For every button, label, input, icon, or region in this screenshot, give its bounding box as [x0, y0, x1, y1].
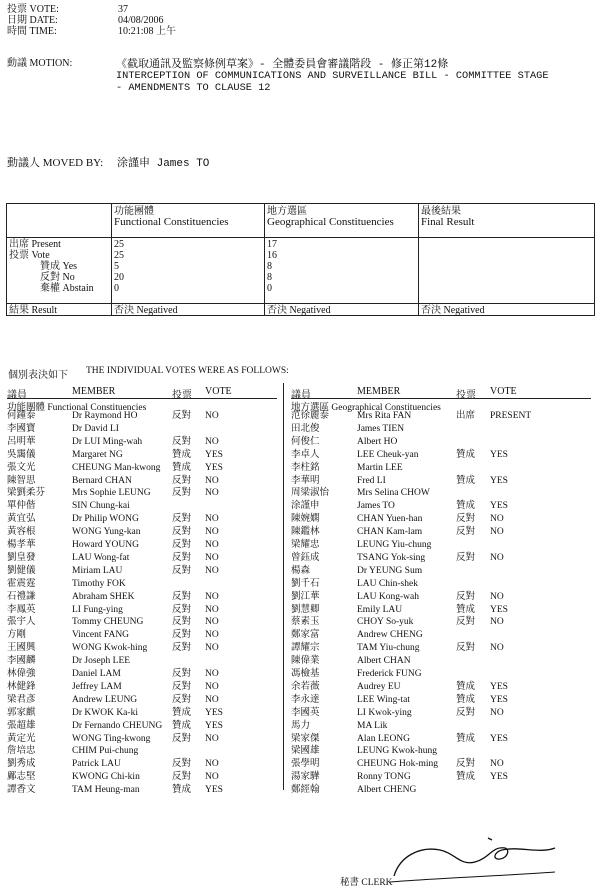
vote-summary-table	[6, 203, 595, 316]
gc-row-28-name-zh: 張學明	[291, 759, 320, 770]
fc-header-zh: 功能團體	[114, 206, 154, 217]
column-divider	[283, 383, 284, 790]
individual-heading-en: THE INDIVIDUAL VOTES WERE AS FOLLOWS:	[86, 366, 289, 376]
gc-row-21-name-zh: 馮檢基	[291, 669, 320, 679]
fc-row-17-name-en: Tommy CHEUNG	[72, 617, 144, 628]
col-vote-en-right: VOTE	[490, 386, 517, 397]
fc-row-4-name-zh: 吳靄儀	[7, 449, 36, 460]
date-label: 日期 DATE:	[7, 15, 58, 26]
gc-row-21-name-en: Frederick FUNG	[357, 669, 422, 679]
fc-row-24-vote-zh: 贊成	[172, 707, 192, 718]
gc-row-19-vote-en: NO	[490, 643, 504, 654]
fc-row-4-vote-zh: 贊成	[172, 449, 192, 460]
gc-row-3-name-zh: 何俊仁	[291, 436, 320, 447]
gc-row-26-name-en: Alan LEONG	[357, 733, 411, 744]
motion-subtitle: - AMENDMENTS TO CLAUSE 12	[116, 82, 271, 94]
col-vote-zh-left: 投票	[172, 390, 192, 401]
gc-row-4-name-zh: 李卓人	[291, 449, 320, 460]
time-label: 時間 TIME:	[7, 26, 57, 37]
summary-fc-abstain: 0	[114, 283, 119, 294]
gc-row-15-name-zh: 劉江華	[291, 591, 320, 602]
fc-row-8-name-zh: 單仲偕	[7, 501, 36, 512]
motion-title-en: INTERCEPTION OF COMMUNICATIONS AND SURVEILLANCE BILL - COMMITTEE STAGE	[116, 70, 549, 82]
fc-row-27-name-en: CHIM Pui-chung	[72, 746, 139, 757]
fc-row-29-vote-en: NO	[205, 772, 219, 783]
gc-row-19-name-zh: 譚耀宗	[291, 643, 320, 654]
vote-number-row	[7, 4, 128, 15]
fc-row-1-name-en: Dr Raymond HO	[72, 411, 138, 421]
gc-row-6-name-zh: 李華明	[291, 475, 320, 486]
fc-row-24-name-en: Dr KWOK Ka-ki	[72, 707, 138, 718]
gc-row-4-name-en: LEE Cheuk-yan	[357, 449, 419, 460]
fc-row-13-vote-en: NO	[205, 565, 219, 576]
fc-row-3-vote-en: NO	[205, 436, 219, 447]
fc-row-14-name-zh: 霍震霆	[7, 578, 36, 589]
mover-label: 動議人 MOVED BY:	[7, 157, 104, 169]
gc-row-29-name-en: Ronny TONG	[357, 772, 411, 783]
gc-row-26-vote-zh: 贊成	[456, 733, 476, 744]
fc-row-10-name-en: WONG Yung-kan	[72, 527, 141, 538]
gc-row-16-name-en: Emily LAU	[357, 604, 403, 615]
fc-row-20-name-en: Dr Joseph LEE	[72, 656, 131, 667]
fc-row-15-name-en: Abraham SHEK	[72, 591, 135, 602]
gc-row-1-vote-zh: 出席	[456, 411, 476, 421]
gc-row-18-name-en: Andrew CHENG	[357, 630, 423, 641]
gc-row-8-name-zh: 涂謹申	[291, 501, 320, 512]
gc-row-12-name-en: TSANG Yok-sing	[357, 552, 426, 563]
fc-row-29-name-zh: 鄺志堅	[7, 772, 36, 783]
fc-row-1-vote-en: NO	[205, 411, 219, 421]
fc-row-5-name-zh: 張文光	[7, 462, 36, 473]
fc-row-17-vote-en: NO	[205, 617, 219, 628]
fc-row-13-name-en: Miriam LAU	[72, 565, 123, 576]
gc-row-29-name-zh: 湯家驊	[291, 772, 320, 783]
fc-row-28-vote-zh: 反對	[172, 759, 192, 770]
gc-row-17-vote-en: NO	[490, 617, 504, 628]
gc-row-5-name-en: Martin LEE	[357, 462, 403, 473]
fc-row-11-vote-en: NO	[205, 540, 219, 550]
fc-row-29-name-en: KWONG Chi-kin	[72, 772, 140, 783]
fc-row-1-vote-zh: 反對	[172, 411, 192, 421]
gc-row-26-name-zh: 梁家傑	[291, 733, 320, 744]
summary-label-vote: 投票 Vote	[9, 250, 50, 261]
gc-row-28-vote-en: NO	[490, 759, 504, 770]
fc-row-6-name-zh: 陳智思	[7, 475, 36, 486]
gc-row-30-name-zh: 鄭經翰	[291, 785, 320, 796]
gc-row-6-vote-zh: 贊成	[456, 475, 476, 486]
gc-row-24-vote-en: NO	[490, 707, 504, 718]
fc-row-19-name-zh: 王國興	[7, 643, 36, 654]
gc-row-8-vote-en: YES	[490, 501, 508, 512]
gc-row-6-vote-en: YES	[490, 475, 508, 486]
fc-row-6-vote-zh: 反對	[172, 475, 192, 486]
fc-row-18-name-en: Vincent FANG	[72, 630, 130, 641]
gc-row-9-vote-en: NO	[490, 514, 504, 525]
summary-gc-no: 8	[267, 272, 272, 283]
fc-row-7-name-zh: 梁劉柔芬	[7, 488, 46, 499]
summary-label-abstain: 棄權 Abstain	[40, 283, 94, 294]
gc-row-13-name-en: Dr YEUNG Sum	[357, 565, 423, 576]
final-header-en: Final Result	[421, 216, 475, 228]
fc-row-28-name-zh: 劉秀成	[7, 759, 36, 770]
fc-row-25-vote-zh: 贊成	[172, 720, 192, 731]
gc-row-16-name-zh: 劉慧卿	[291, 604, 320, 615]
fc-row-22-vote-zh: 反對	[172, 681, 192, 692]
time-row	[7, 26, 177, 37]
fc-row-23-name-en: Andrew LEUNG	[72, 694, 138, 705]
fc-row-19-name-en: WONG Kwok-hing	[72, 643, 148, 654]
fc-row-15-vote-zh: 反對	[172, 591, 192, 602]
time-value: 10:21:08 上午	[118, 26, 177, 37]
gc-row-7-name-en: Mrs Selina CHOW	[357, 488, 430, 499]
summary-gc-result: 否決 Negatived	[267, 305, 331, 316]
fc-row-18-name-zh: 方剛	[7, 630, 27, 641]
fc-row-1-name-zh: 何鍾泰	[7, 411, 36, 421]
final-header-zh: 最後結果	[421, 206, 461, 217]
fc-row-13-name-zh: 劉健儀	[7, 565, 36, 576]
gc-row-12-name-zh: 曾鈺成	[291, 552, 320, 563]
gc-row-29-vote-zh: 贊成	[456, 772, 476, 783]
fc-row-3-vote-zh: 反對	[172, 436, 192, 447]
clerk-label: 秘書 CLERK	[340, 878, 393, 888]
gc-row-18-name-zh: 鄭家富	[291, 630, 320, 641]
gc-row-15-vote-en: NO	[490, 591, 504, 602]
fc-row-12-name-zh: 劉皇發	[7, 552, 36, 563]
gc-row-8-name-en: James TO	[357, 501, 395, 512]
gc-row-4-vote-zh: 贊成	[456, 449, 476, 460]
gc-row-7-name-zh: 周梁淑怡	[291, 488, 330, 499]
gc-row-23-vote-en: YES	[490, 694, 508, 705]
fc-row-7-vote-zh: 反對	[172, 488, 192, 499]
gc-row-19-name-en: TAM Yiu-chung	[357, 643, 420, 654]
col-member-en-right: MEMBER	[357, 386, 401, 397]
gc-row-9-name-en: CHAN Yuen-han	[357, 514, 423, 525]
gc-row-9-vote-zh: 反對	[456, 514, 476, 525]
summary-fc-vote: 25	[114, 250, 124, 261]
gc-row-6-name-en: Fred LI	[357, 475, 386, 486]
fc-row-28-name-en: Patrick LAU	[72, 759, 121, 770]
gc-row-2-name-en: James TIEN	[357, 423, 405, 434]
fc-row-21-name-en: Daniel LAM	[72, 669, 121, 679]
fc-row-25-vote-en: YES	[205, 720, 223, 731]
fc-row-30-name-zh: 譚香文	[7, 785, 36, 796]
gc-row-1-vote-en: PRESENT	[490, 411, 532, 421]
col-vote-en-left: VOTE	[205, 386, 232, 397]
fc-row-26-name-en: WONG Ting-kwong	[72, 733, 151, 744]
gc-row-22-name-zh: 余若薇	[291, 681, 320, 692]
gc-row-17-name-en: CHOY So-yuk	[357, 617, 414, 628]
gc-row-23-vote-zh: 贊成	[456, 694, 476, 705]
fc-row-30-name-en: TAM Heung-man	[72, 785, 140, 796]
fc-row-10-vote-en: NO	[205, 527, 219, 538]
gc-row-24-name-en: LI Kwok-ying	[357, 707, 412, 718]
fc-row-17-vote-zh: 反對	[172, 617, 192, 628]
fc-row-3-name-zh: 呂明華	[7, 436, 36, 447]
gc-header-en: Geographical Constituencies	[267, 216, 394, 228]
col-member-zh-right: 議員	[291, 390, 311, 401]
vote-label: 投票 VOTE:	[7, 4, 59, 15]
fc-row-6-name-en: Bernard CHAN	[72, 475, 132, 486]
gc-row-8-vote-zh: 贊成	[456, 501, 476, 512]
fc-row-17-name-zh: 張宇人	[7, 617, 36, 628]
gc-row-19-vote-zh: 反對	[456, 643, 476, 654]
summary-fc-present: 25	[114, 239, 124, 250]
fc-row-26-vote-en: NO	[205, 733, 219, 744]
gc-row-2-name-zh: 田北俊	[291, 423, 320, 434]
gc-row-3-name-en: Albert HO	[357, 436, 398, 447]
gc-row-23-name-zh: 李永達	[291, 694, 320, 705]
col-member-en-left: MEMBER	[72, 386, 116, 397]
fc-header-en: Functional Constituencies	[114, 216, 229, 228]
date-row	[7, 15, 164, 26]
gc-row-10-vote-zh: 反對	[456, 527, 476, 538]
gc-row-10-name-en: CHAN Kam-lam	[357, 527, 423, 538]
gc-row-25-name-zh: 馬力	[291, 720, 311, 731]
summary-gc-yes: 8	[267, 261, 272, 272]
gc-header-zh: 地方選區	[267, 206, 307, 217]
gc-row-27-name-zh: 梁國雄	[291, 746, 320, 757]
fc-row-11-name-en: Howard YOUNG	[72, 540, 139, 550]
fc-row-21-vote-zh: 反對	[172, 669, 192, 679]
fc-row-30-vote-en: YES	[205, 785, 223, 796]
gc-row-17-name-zh: 蔡素玉	[291, 617, 320, 628]
gc-row-28-vote-zh: 反對	[456, 759, 476, 770]
fc-row-11-vote-zh: 反對	[172, 540, 192, 550]
gc-row-16-vote-zh: 贊成	[456, 604, 476, 615]
summary-final-result: 否決 Negatived	[421, 305, 485, 316]
fc-row-9-name-en: Dr Philip WONG	[72, 514, 139, 525]
summary-label-result: 結果 Result	[9, 305, 58, 316]
fc-row-5-vote-zh: 贊成	[172, 462, 192, 473]
fc-row-26-name-zh: 黃定光	[7, 733, 36, 744]
fc-row-28-vote-en: NO	[205, 759, 219, 770]
fc-row-15-vote-en: NO	[205, 591, 219, 602]
fc-row-6-vote-en: NO	[205, 475, 219, 486]
fc-row-23-vote-zh: 反對	[172, 694, 192, 705]
gc-row-11-name-en: LEUNG Yiu-chung	[357, 540, 432, 550]
fc-row-4-name-en: Margaret NG	[72, 449, 123, 460]
gc-row-20-name-zh: 陳偉業	[291, 656, 320, 667]
gc-row-1-name-zh: 范徐麗泰	[291, 411, 330, 421]
fc-row-19-vote-en: NO	[205, 643, 219, 654]
gc-row-27-name-en: LEUNG Kwok-hung	[357, 746, 437, 757]
fc-row-22-name-en: Jeffrey LAM	[72, 681, 122, 692]
fc-row-9-name-zh: 黃宜弘	[7, 514, 36, 525]
gc-row-17-vote-zh: 反對	[456, 617, 476, 628]
fc-row-5-name-en: CHEUNG Man-kwong	[72, 462, 161, 473]
gc-row-28-name-en: CHEUNG Hok-ming	[357, 759, 439, 770]
fc-row-23-vote-en: NO	[205, 694, 219, 705]
fc-row-14-name-en: Timothy FOK	[72, 578, 126, 589]
fc-row-16-name-zh: 李鳳英	[7, 604, 36, 615]
vote-value: 37	[118, 4, 128, 15]
gc-row-15-vote-zh: 反對	[456, 591, 476, 602]
fc-row-25-name-en: Dr Fernando CHEUNG	[72, 720, 163, 731]
fc-row-16-name-en: LI Fung-ying	[72, 604, 123, 615]
summary-gc-present: 17	[267, 239, 277, 250]
summary-fc-no: 20	[114, 272, 124, 283]
gc-row-25-name-en: MA Lik	[357, 720, 388, 731]
gc-row-24-name-zh: 李國英	[291, 707, 320, 718]
fc-row-12-vote-en: NO	[205, 552, 219, 563]
fc-row-12-vote-zh: 反對	[172, 552, 192, 563]
fc-row-16-vote-zh: 反對	[172, 604, 192, 615]
gc-row-9-name-zh: 陳婉嫻	[291, 514, 320, 525]
fc-row-24-vote-en: YES	[205, 707, 223, 718]
fc-row-10-vote-zh: 反對	[172, 527, 192, 538]
fc-row-22-name-zh: 林健鋒	[7, 681, 36, 692]
gc-row-22-name-en: Audrey EU	[357, 681, 401, 692]
fc-row-3-name-en: Dr LUI Ming-wah	[72, 436, 143, 447]
gc-row-11-name-zh: 梁耀忠	[291, 540, 320, 550]
fc-row-10-name-zh: 黃容根	[7, 527, 36, 538]
fc-row-7-vote-en: NO	[205, 488, 219, 499]
col-member-zh-left: 議員	[7, 390, 27, 401]
fc-row-19-vote-zh: 反對	[172, 643, 192, 654]
fc-row-5-vote-en: YES	[205, 462, 223, 473]
summary-fc-result: 否決 Negatived	[114, 305, 178, 316]
fc-row-18-vote-zh: 反對	[172, 630, 192, 641]
gc-row-14-name-zh: 劉千石	[291, 578, 320, 589]
fc-row-7-name-en: Mrs Sophie LEUNG	[72, 488, 151, 499]
gc-row-13-name-zh: 楊森	[291, 565, 311, 576]
summary-fc-yes: 5	[114, 261, 119, 272]
date-value: 04/08/2006	[118, 15, 164, 26]
fc-row-24-name-zh: 郭家麒	[7, 707, 36, 718]
fc-row-13-vote-zh: 反對	[172, 565, 192, 576]
fc-row-2-name-zh: 李國寶	[7, 423, 36, 434]
fc-row-16-vote-en: NO	[205, 604, 219, 615]
fc-row-12-name-en: LAU Wong-fat	[72, 552, 130, 563]
gc-row-15-name-en: LAU Kong-wah	[357, 591, 420, 602]
fc-row-11-name-zh: 楊孝華	[7, 540, 36, 550]
gc-row-22-vote-en: YES	[490, 681, 508, 692]
gc-row-30-name-en: Albert CHENG	[357, 785, 417, 796]
individual-heading-zh: 個別表決如下	[8, 370, 68, 381]
fc-row-27-name-zh: 詹培忠	[7, 746, 36, 757]
fc-row-2-name-en: Dr David LI	[72, 423, 119, 434]
summary-label-no: 反對 No	[40, 272, 75, 283]
fc-row-23-name-zh: 梁君彥	[7, 694, 36, 705]
gc-row-5-name-zh: 李柱銘	[291, 462, 320, 473]
fc-row-26-vote-zh: 反對	[172, 733, 192, 744]
fc-row-30-vote-zh: 贊成	[172, 785, 192, 796]
gc-row-20-name-en: Albert CHAN	[357, 656, 411, 667]
fc-row-20-name-zh: 李國麟	[7, 656, 36, 667]
fc-row-29-vote-zh: 反對	[172, 772, 192, 783]
fc-row-9-vote-zh: 反對	[172, 514, 192, 525]
summary-gc-vote: 16	[267, 250, 277, 261]
gc-row-23-name-en: LEE Wing-tat	[357, 694, 410, 705]
clerk-signature	[380, 826, 560, 886]
mover-value: 涂謹申 James TO	[117, 158, 210, 170]
gc-row-16-vote-en: YES	[490, 604, 508, 615]
summary-gc-abstain: 0	[267, 283, 272, 294]
summary-label-present: 出席 Present	[9, 239, 61, 250]
motion-label: 動議 MOTION:	[7, 58, 73, 69]
summary-label-yes: 贊成 Yes	[40, 261, 78, 272]
gc-row-1-name-en: Mrs Rita FAN	[357, 411, 412, 421]
gc-row-12-vote-en: NO	[490, 552, 504, 563]
fc-section-title: 功能團體 Functional Constituencies	[7, 403, 147, 413]
gc-row-12-vote-zh: 反對	[456, 552, 476, 563]
gc-row-10-name-zh: 陳鑑林	[291, 527, 320, 538]
fc-row-4-vote-en: YES	[205, 449, 223, 460]
gc-row-4-vote-en: YES	[490, 449, 508, 460]
fc-row-25-name-zh: 張超雄	[7, 720, 36, 731]
col-vote-zh-right: 投票	[456, 390, 476, 401]
fc-row-18-vote-en: NO	[205, 630, 219, 641]
fc-row-21-vote-en: NO	[205, 669, 219, 679]
motion-title-zh: 《截取通訊及監察條例草案》- 全體委員會審議階段 - 修正第12條	[116, 59, 449, 71]
fc-row-9-vote-en: NO	[205, 514, 219, 525]
gc-row-29-vote-en: YES	[490, 772, 508, 783]
gc-row-24-vote-zh: 反對	[456, 707, 476, 718]
gc-row-10-vote-en: NO	[490, 527, 504, 538]
gc-section-title: 地方選區 Geographical Constituencies	[291, 403, 441, 413]
gc-row-14-name-en: LAU Chin-shek	[357, 578, 418, 589]
gc-row-22-vote-zh: 贊成	[456, 681, 476, 692]
gc-row-26-vote-en: YES	[490, 733, 508, 744]
fc-row-15-name-zh: 石禮謙	[7, 591, 36, 602]
fc-row-22-vote-en: NO	[205, 681, 219, 692]
fc-row-8-name-en: SIN Chung-kai	[72, 501, 130, 512]
fc-row-21-name-zh: 林偉強	[7, 669, 36, 679]
